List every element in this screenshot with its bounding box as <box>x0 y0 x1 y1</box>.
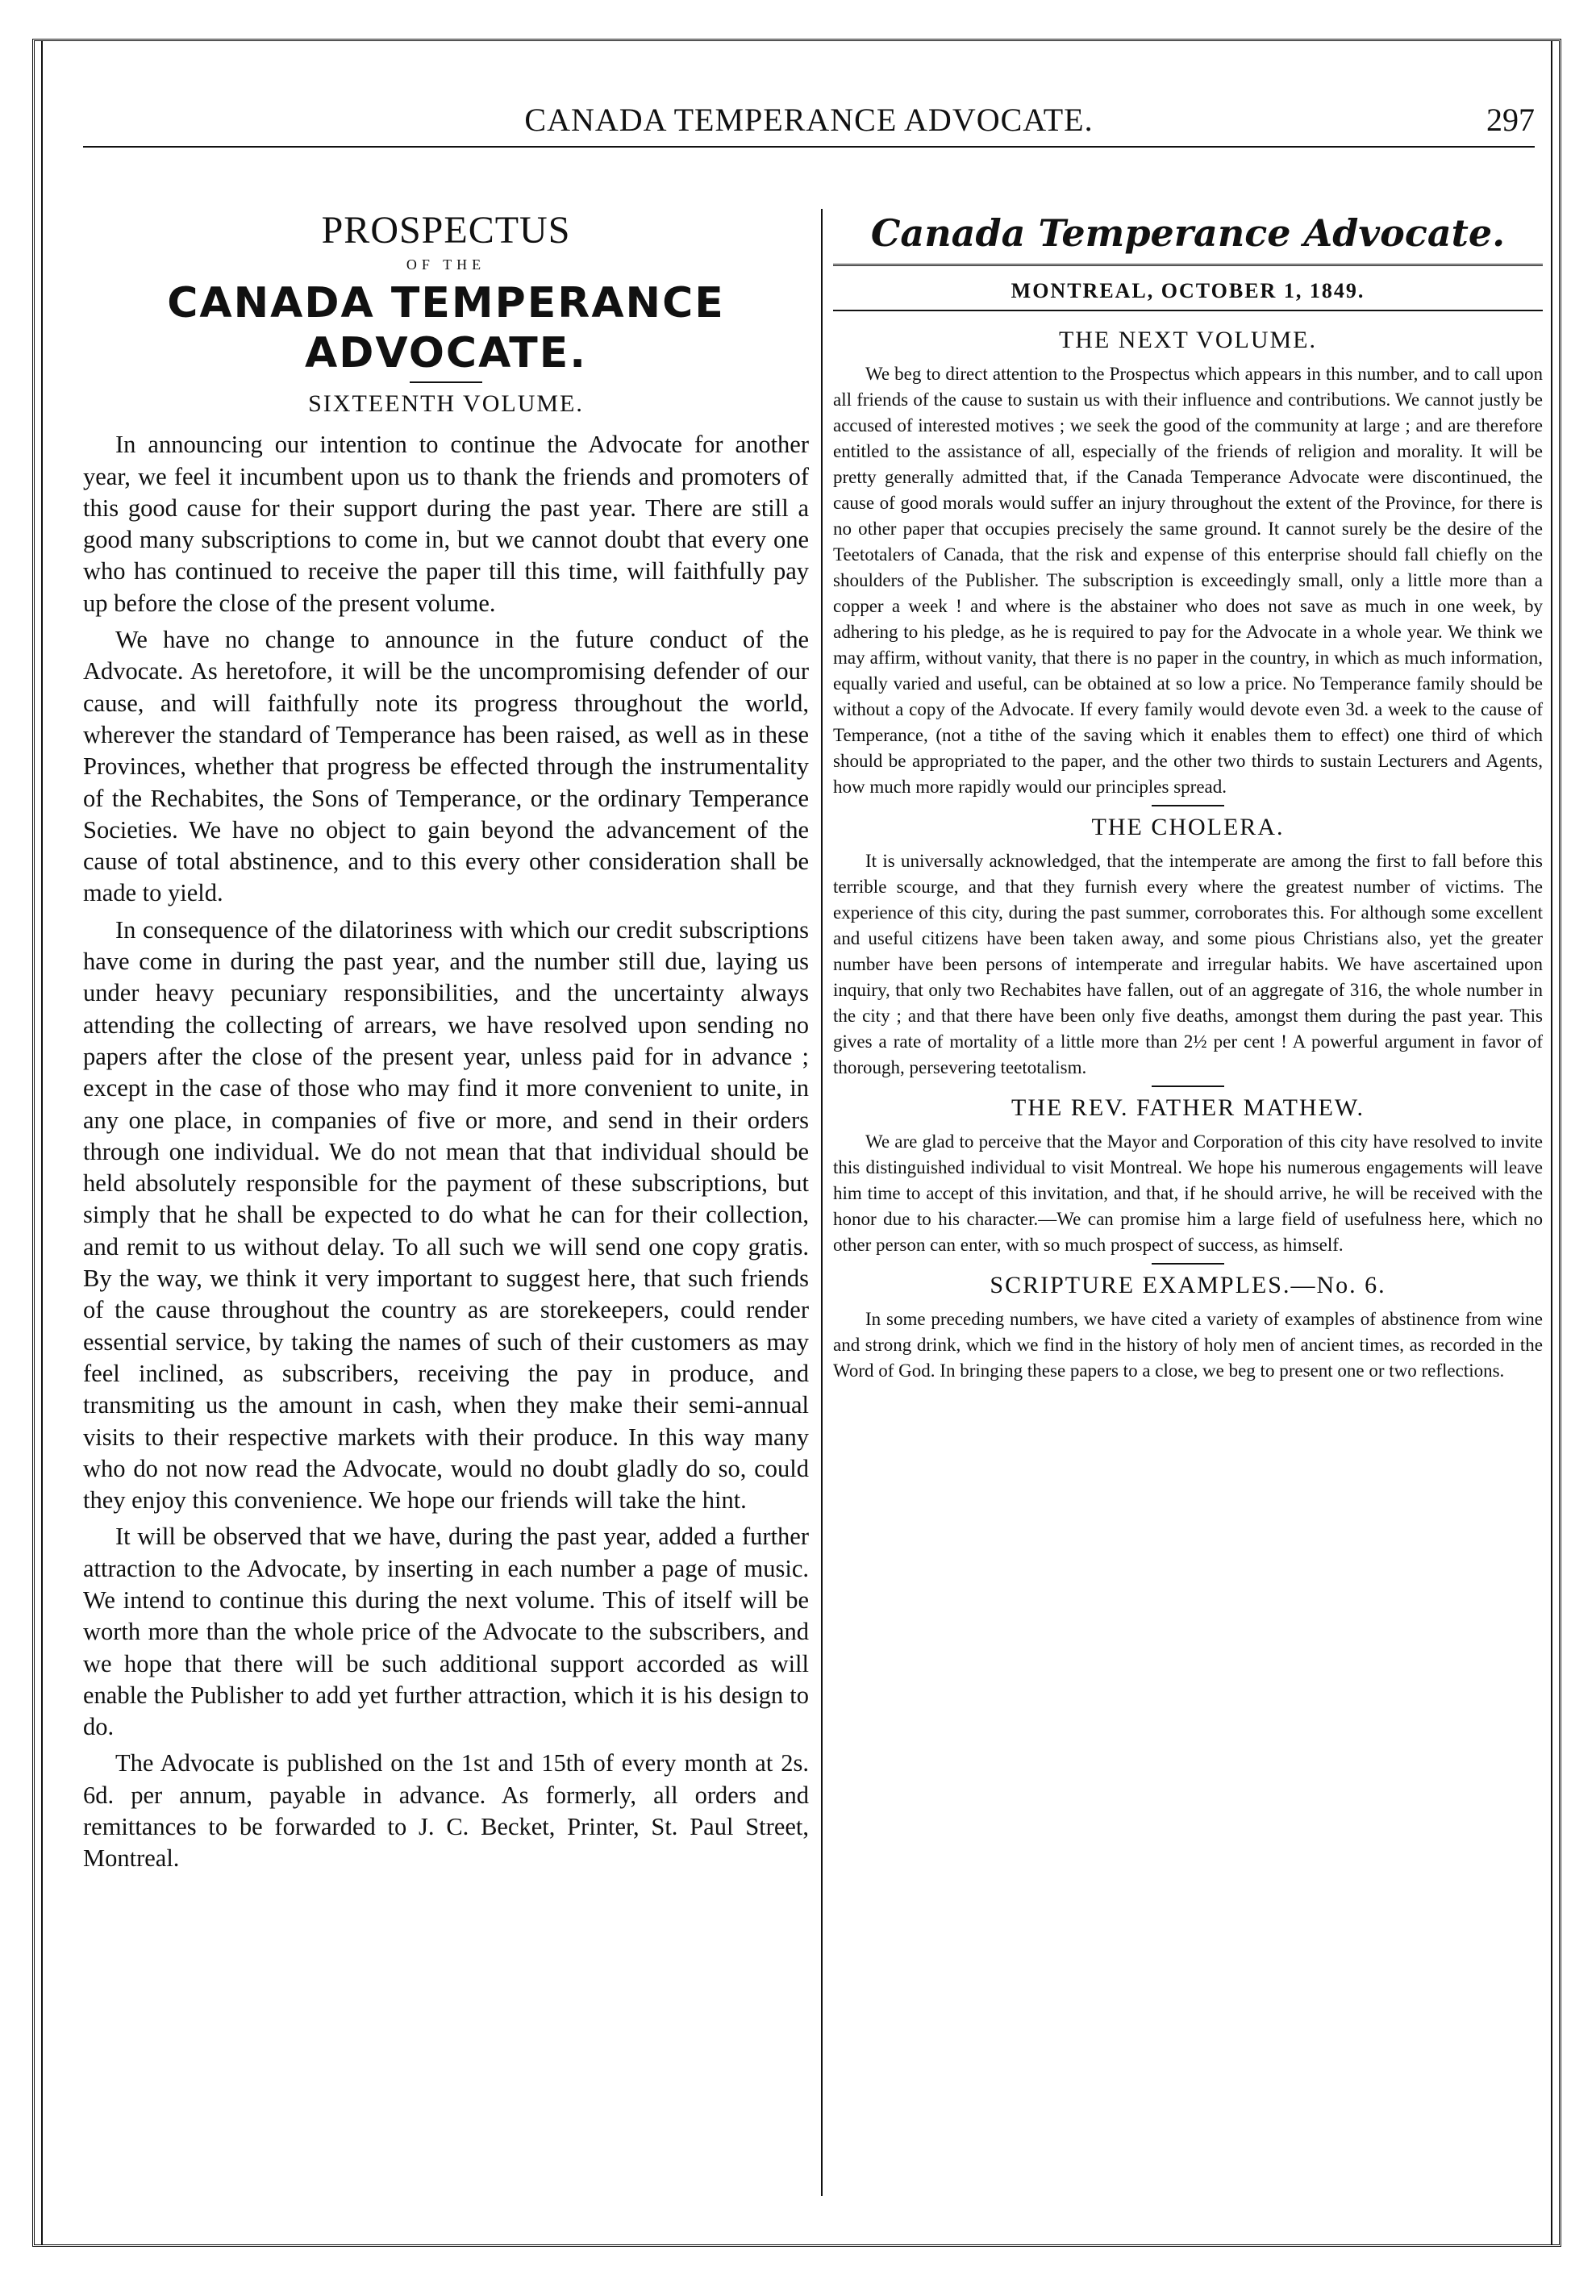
prospectus-paragraph-3: In consequence of the dilatoriness with which our credit subscriptions have come in during the past year, and the number still due, laying us under heavy pecuniary responsibilities, and the uncertainty always attending the collecting of arrears, we have resolved upon sending no papers after the close of the present year, unless paid for in advance ; except in the case of those who may find it more convenient to unite, in any one place, in companies of five or more, and send in their orders through one individual. We do not mean that that individual should be held absolutely responsible for the payment of these subscriptions, but simply that he shall be expected to do what he can for their collection, and remit to us without delay. To all such we will send one copy gratis. By the way, we think it very important to suggest here, that such friends of the cause throughout the country as are storekeepers, could render essential service, by taking the names of such of their customers as may feel inclined, as subscribers, receiving the pay in produce, and transmiting us the amount in cash, when they make their semi-annual visits to their respective markets with their produce. In this way many who do not now read the Advocate, would no doubt gladly do so, could they enjoy this convenience. We hope our friends will take the hint. <box>83 915 809 1515</box>
section-rule <box>1152 805 1224 806</box>
prospectus-heading: PROSPECTUS <box>321 209 571 252</box>
section-text-next-volume: We beg to direct attention to the Prospectus which appears in this number, and to call upon all friends of the cause to sustain us with their influence and contributions. We cannot justly be accused of interested motives ; we seek the good of the community at large ; and are therefore entitled to the assistance of all, especially of the friends of religion and morality. It will be pretty generally admitted that, if the Canada Temperance Advocate were discontinued, the cause of good morals would suffer an injury throughout the extent of the Province, for there is no other paper that occupies precisely the same ground. It cannot surely be the desire of the Teetotalers of Canada, that the risk and expense of this enterprise should fall chiefly on the shoulders of the Publisher. The subscription is exceedingly small, only a little more than a copper a week ! and where is the abstainer who does not save as much in one week, by adhering to his pledge, as he is required to pay for the Advocate in a whole year. We think we may affirm, without vanity, that there is no paper in the country, in which as much information, equally varied and useful, can be obtained at so low a price. No Temperance family should be without a copy of the Advocate. If every family would devote even 3d. a week to the cause of Temperance, (not a tithe of the saving which it enables them to effect) one third of which should be appropriated to the paper, and the other two thirds to sustain Lecturers and Agents, how much more rapidly would our principles spread. <box>833 364 1543 797</box>
of-the-label: OF THE <box>406 256 486 273</box>
section-rule <box>1152 1085 1224 1087</box>
volume-label: SIXTEENTH VOLUME. <box>308 390 584 417</box>
border-rule-left <box>41 41 43 2244</box>
page-number: 297 <box>1486 102 1535 138</box>
section-heading-cholera: THE CHOLERA. <box>1091 814 1285 840</box>
left-column <box>83 209 809 2220</box>
right-column <box>833 209 1543 2220</box>
prospectus-paragraph-4: It will be observed that we have, during the past year, added a further attraction to the Advocate, by inserting in each number a page of music. We intend to continue this during the next volume. This of itself will be worth more than the whole price of the Advocate to the subscribers, and we hope that there will be such additional support accorded as will enable the Publisher to add yet further attraction, which it is his design to do. <box>83 1523 809 1741</box>
prospectus-paragraph-2: We have no change to announce in the future conduct of the Advocate. As heretofore, it will be the uncompromising defender of our cause, and will faithfully note its progress throughout the world, wherever the standard of Temperance has been raised, as well as in these Provinces, whether that progress be effected through the instrumentality of the Rechabites, the Sons of Temperance, or the ordinary Temperance Societies. We have no object to gain beyond the advancement of the cause of total abstinence, and to this every other consideration shall be made to yield. <box>83 626 809 907</box>
running-head <box>83 98 1535 148</box>
section-heading-scripture: SCRIPTURE EXAMPLES.—No. 6. <box>990 1272 1386 1298</box>
section-heading-next-volume: THE NEXT VOLUME. <box>1058 327 1318 353</box>
section-heading-father-mathew: THE REV. FATHER MATHEW. <box>1011 1094 1365 1121</box>
dateline: MONTREAL, OCTOBER 1, 1849. <box>1011 279 1365 302</box>
masthead-rule <box>833 264 1543 273</box>
running-title: CANADA TEMPERANCE ADVOCATE. <box>524 102 1094 138</box>
prospectus-paragraph-1: In announcing our intention to continue the Advocate for another year, we feel it incumbent upon us to thank the friends and promoters of this good cause for their support during the past year. There are still a good many subscriptions to come in, but we cannot doubt that every one who has continued to receive the paper till this time, will faithfully pay up before the close of the present volume. <box>83 431 809 617</box>
section-rule <box>1152 1263 1224 1265</box>
section-text-scripture: In some preceding numbers, we have cited a variety of examples of abstinence from wine and strong drink, which we find in the history of holy men of ancient times, as recorded in the Word of God. In bringing these papers to a close, we beg to present one or two reflections. <box>833 1309 1543 1381</box>
prospectus-main-title: CANADA TEMPERANCE ADVOCATE. <box>167 279 725 377</box>
masthead: Canada Temperance Advocate. <box>870 211 1506 255</box>
dateline-rule <box>833 310 1543 311</box>
newspaper-page <box>32 39 1561 2247</box>
section-text-cholera: It is universally acknowledged, that the intemperate are among the first to fall before this terrible scourge, and that they furnish every where the greatest number of victims. The experience of this city, during the past summer, corroborates this. For although some excellent and useful citizens have been taken away, and some pious Christians also, yet the greater number have been persons of intemperate and irregular habits. We have ascertained upon inquiry, that only two Rechabites have fallen, out of an aggregate of 316, the whole number in the city ; and that there have been only five deaths, amongst them during the past year. This gives a rate of mortality of a little more than 2½ per cent ! A powerful argument in favor of thorough, persevering teetotalism. <box>833 851 1543 1077</box>
column-divider <box>821 209 823 2196</box>
border-rule-right <box>1551 41 1552 2244</box>
section-text-father-mathew: We are glad to perceive that the Mayor and Corporation of this city have resolved to invite this distinguished individual to visit Montreal. We hope his numerous engagements will leave him time to accept of this invitation, and that, if he should arrive, he will be received with the honor due to his character.—We can promise him a large field of usefulness here, which no other person can enter, with so much prospect of success, as himself. <box>833 1131 1543 1255</box>
short-rule <box>410 381 482 383</box>
prospectus-paragraph-5: The Advocate is published on the 1st and 15th of every month at 2s. 6d. per annum, payable in advance. As formerly, all orders and remittances to be forwarded to J. C. Becket, Printer, St. Paul Street, Montreal. <box>83 1749 809 1873</box>
